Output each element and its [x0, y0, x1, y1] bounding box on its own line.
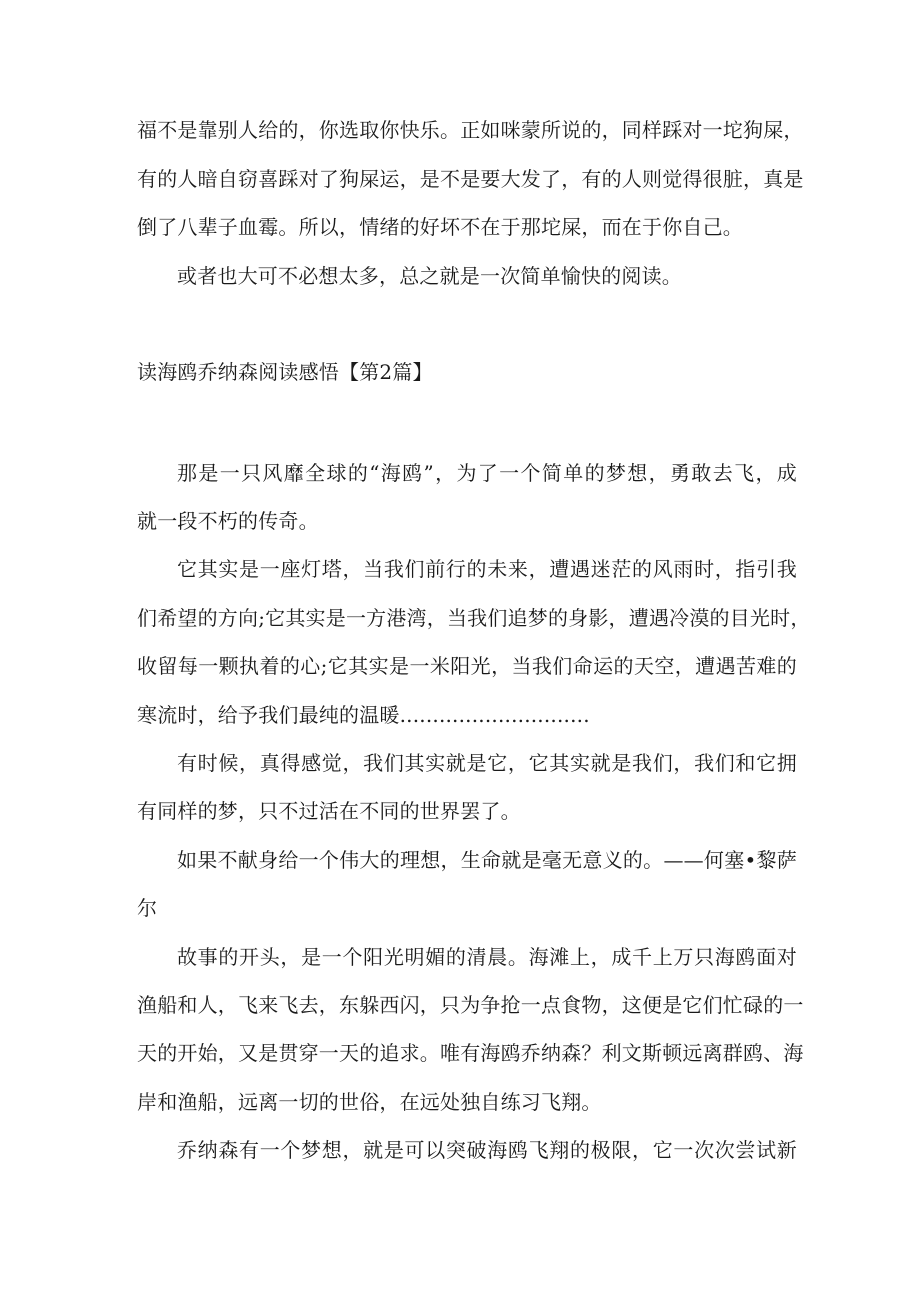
paragraph-5-line-1: 有时候，真得感觉，我们其实就是它，它其实就是我们，我们和它拥 — [177, 751, 797, 775]
paragraph-5-line-2: 有同样的梦，只不过活在不同的世界罢了。 — [137, 799, 521, 823]
paragraph-4-line-3: 收留每一颗执着的心;它其实是一米阳光，当我们命运的天空，遭遇苦难的 — [137, 654, 797, 678]
paragraph-4-line-4: 寒流时，给予我们最纯的温暖............................. — [137, 703, 590, 727]
paragraph-4-line-2: 们希望的方向;它其实是一方港湾，当我们追梦的身影，遭遇冷漠的目光时， — [137, 606, 811, 630]
paragraph-1-line-3: 倒了八辈子血霉。所以，情绪的好坏不在于那坨屎，而在于你自己。 — [137, 215, 743, 239]
paragraph-6-line-1: 如果不献身给一个伟大的理想，生命就是毫无意义的。——何塞•黎萨 — [177, 848, 797, 872]
paragraph-1-line-2: 有的人暗自窃喜踩对了狗屎运，是不是要大发了，有的人则觉得很脏，真是 — [137, 167, 804, 191]
paragraph-4-line-1: 它其实是一座灯塔，当我们前行的未来，遭遇迷茫的风雨时，指引我 — [177, 557, 797, 581]
paragraph-8-line-1: 乔纳森有一个梦想，就是可以突破海鸥飞翔的极限，它一次次尝试新 — [177, 1138, 797, 1162]
paragraph-3-line-2: 就一段不朽的传奇。 — [137, 509, 319, 533]
paragraph-2-line-1: 或者也大可不必想太多，总之就是一次简单愉快的阅读。 — [177, 264, 682, 288]
section-heading: 读海鸥乔纳森阅读感悟【第2篇】 — [137, 360, 433, 384]
paragraph-7-line-4: 岸和渔船，远离一切的世俗，在远处独自练习飞翔。 — [137, 1090, 602, 1114]
paragraph-7-line-3: 天的开始，又是贯穿一天的追求。唯有海鸥乔纳森？利文斯顿远离群鸥、海 — [137, 1041, 804, 1065]
paragraph-7-line-1: 故事的开头，是一个阳光明媚的清晨。海滩上，成千上万只海鸥面对 — [177, 945, 797, 969]
paragraph-7-line-2: 渔船和人，飞来飞去，东躲西闪，只为争抢一点食物，这便是它们忙碌的一 — [137, 993, 804, 1017]
paragraph-1-line-1: 福不是靠别人给的，你选取你快乐。正如咪蒙所说的，同样踩对一坨狗屎， — [137, 118, 804, 142]
paragraph-3-line-1: 那是一只风靡全球的“海鸥”，为了一个简单的梦想，勇敢去飞，成 — [177, 461, 797, 485]
paragraph-6-line-2: 尔 — [137, 896, 158, 920]
